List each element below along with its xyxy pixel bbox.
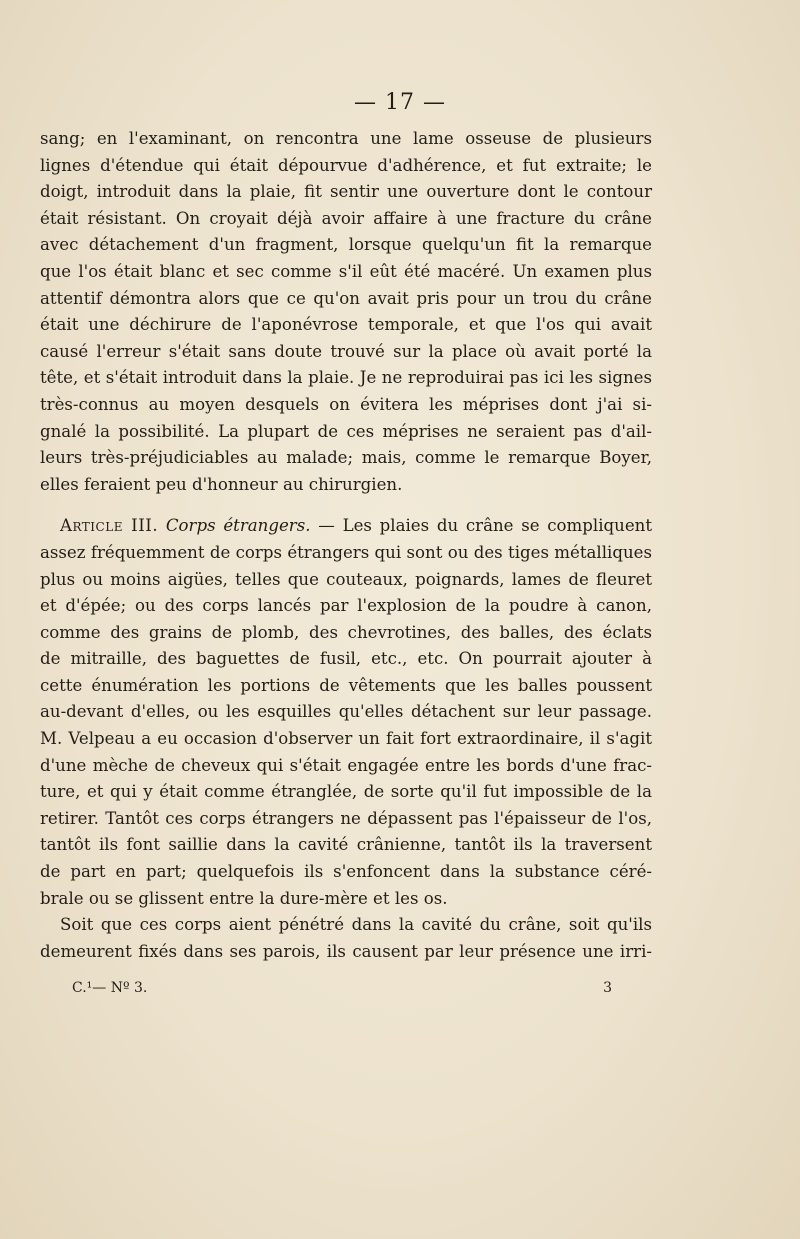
signature-mark: C.¹— Nº 3. [72, 980, 148, 996]
text-line: cette énumération les portions de vêtements que les balles poussent [40, 675, 652, 695]
text-line: de mitraille, des baguettes de fusil, etc., etc. On pourrait ajouter à [40, 649, 652, 669]
article-first-line-rest: — Les plaies du crâne se compliquent [318, 516, 653, 536]
text-line: attentif démontra alors que ce qu'on avait pris pour un trou du crâne [40, 288, 652, 308]
gathering-number: 3 [603, 980, 612, 996]
text-line: leurs très-préjudiciables au malade; mais, comme le remarque Boyer, [40, 448, 652, 468]
text-line: et d'épée; ou des corps lancés par l'explosion de la poudre à canon, [40, 596, 652, 616]
article-title: Corps étrangers. [165, 516, 311, 536]
text-line: elles feraient peu d'honneur au chirurgien. [40, 474, 403, 494]
text-line: tête, et s'était introduit dans la plaie. Je ne reproduirai pas ici les signes [40, 368, 652, 388]
text-line: d'une mèche de cheveux qui s'était engagée entre les bords d'une frac- [40, 755, 652, 775]
text-line: comme des grains de plomb, des chevrotines, des balles, des éclats [40, 622, 652, 642]
page-footer [72, 980, 612, 996]
text-line: de part en part; quelquefois ils s'enfoncent dans la substance céré- [40, 862, 652, 882]
text-line: brale ou se glissent entre la dure-mère et les os. [40, 888, 448, 908]
page-number: — 17 — [354, 90, 446, 115]
text-line: très-connus au moyen desquels on évitera les méprises dont j'ai si- [40, 394, 652, 414]
text-line: plus ou moins aigües, telles que couteaux, poignards, lames de fleuret [40, 569, 652, 589]
text-line: retirer. Tantôt ces corps étrangers ne dépassent pas l'épaisseur de l'os, [40, 808, 652, 828]
text-line: tantôt ils font saillie dans la cavité crânienne, tantôt ils la traversent [40, 835, 652, 855]
text-line: était résistant. On croyait déjà avoir affaire à une fracture du crâne [40, 208, 652, 228]
paragraph-gap [40, 498, 652, 513]
article-heading-line [40, 513, 652, 540]
text-line: demeurent fixés dans ses parois, ils causent par leur présence une irri- [40, 941, 652, 961]
text-line: M. Velpeau a eu occasion d'observer un fait fort extraordinaire, il s'agit [40, 729, 652, 749]
text-line: doigt, introduit dans la plaie, fit sentir une ouverture dont le contour [40, 182, 652, 202]
text-line: sang; en l'examinant, on rencontra une lame osseuse de plusieurs [40, 129, 652, 148]
text-line: gnalé la possibilité. La plupart de ces méprises ne seraient pas d'ail- [40, 421, 652, 441]
paragraph-2 [40, 513, 652, 912]
body-text [40, 126, 652, 965]
text-line: au-devant d'elles, ou les esquilles qu'elles détachent sur leur passage. [40, 702, 652, 722]
text-line: était une déchirure de l'aponévrose temporale, et que l'os qui avait [40, 315, 652, 335]
text-line: assez fréquemment de corps étrangers qui sont ou des tiges métalliques [40, 542, 652, 562]
text-line: Soit que ces corps aient pénétré dans la cavité du crâne, soit qu'ils [60, 915, 652, 935]
text-line: lignes d'étendue qui était dépourvue d'adhérence, et fut extraite; le [40, 155, 652, 175]
article-label: Article III. [60, 516, 159, 536]
text-line: causé l'erreur s'était sans doute trouvé sur la place où avait porté la [40, 341, 652, 361]
text-line: ture, et qui y était comme étranglée, de sorte qu'il fut impossible de la [40, 782, 652, 802]
paragraph-3 [40, 912, 652, 965]
paragraph-1 [40, 126, 652, 498]
text-line: avec détachement d'un fragment, lorsque quelqu'un fit la remarque [40, 235, 652, 255]
text-line: que l'os était blanc et sec comme s'il eût été macéré. Un examen plus [40, 261, 652, 281]
